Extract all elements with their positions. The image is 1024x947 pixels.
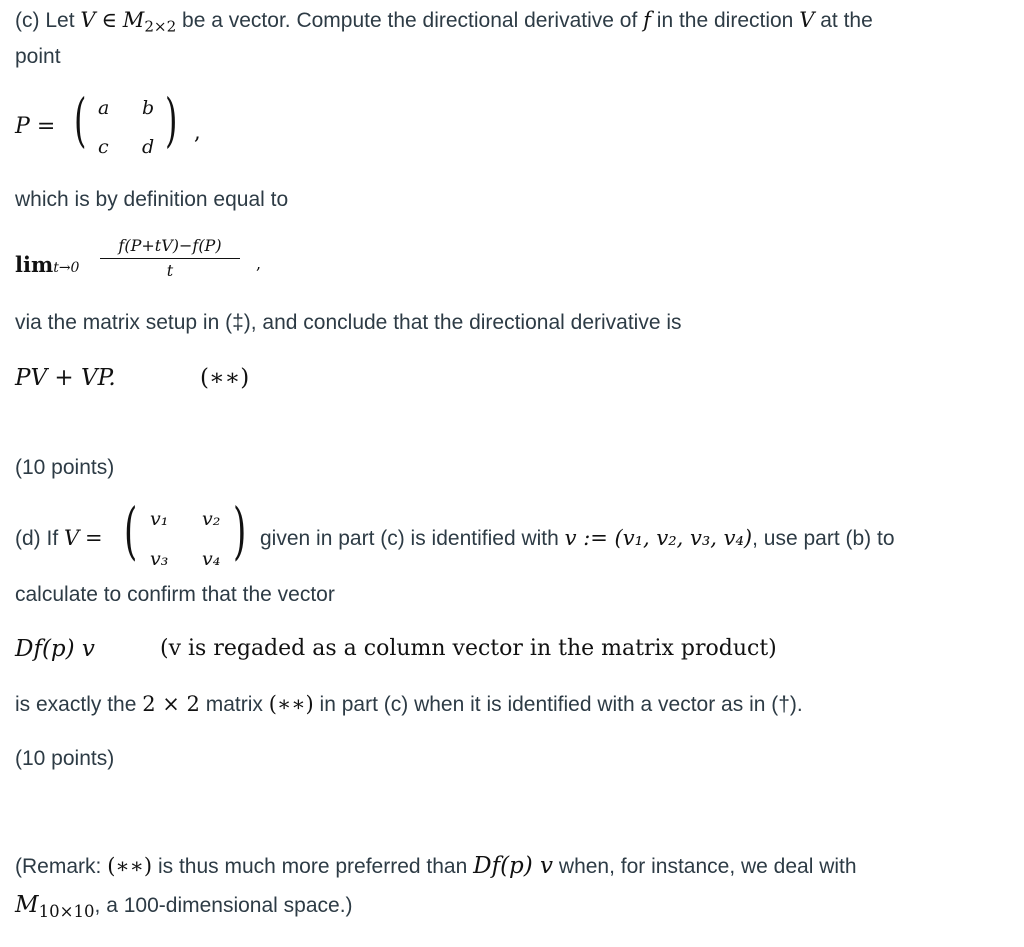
matrix-V-2: v₂ <box>202 508 221 530</box>
var-V-2: V <box>799 8 815 32</box>
point-var-text: P <box>15 114 30 139</box>
part-c-intro <box>15 8 873 36</box>
remark-line2 <box>15 892 353 921</box>
intro-text-b: in the direction <box>656 9 794 32</box>
remark-line1 <box>15 853 857 879</box>
remark-space-letter: M <box>15 892 39 918</box>
v-definition: v := (v₁, v₂, v₃, v₄) <box>564 526 753 550</box>
let-text: Let <box>45 9 75 32</box>
remark-b: is thus much more preferred than <box>157 855 468 878</box>
remark-d: , a 100-dimensional space.) <box>94 894 353 917</box>
matrix-P-a: a <box>98 97 110 119</box>
limit-denominator: t <box>166 261 174 280</box>
fraction-bar <box>100 258 240 259</box>
matrix-V-1: v₁ <box>150 508 169 530</box>
given-text: given in part (c) is identified with <box>260 527 559 550</box>
remark-space-sub: 10×10 <box>38 901 95 921</box>
limit-fraction <box>100 236 240 280</box>
remark-c: when, for instance, we deal with <box>558 855 857 878</box>
exact-b: matrix <box>205 693 263 716</box>
remark-a: (Remark: <box>15 855 102 878</box>
matrix-P-c: c <box>98 136 109 158</box>
intro-text-a: be a vector. Compute the directional derivative of <box>182 9 638 32</box>
result-expr: PV + VP. <box>15 365 116 391</box>
remark-space <box>15 892 95 921</box>
part-c-points: (10 points) <box>15 456 115 479</box>
matrix-space: $M_{2\times 2}$ <box>122 8 177 36</box>
matrix-V-4: v₄ <box>202 548 221 570</box>
df-note: (v is regaded as a column vector in the matrix product) <box>160 636 777 661</box>
limit-label: lim <box>15 252 54 277</box>
use-text: , use part (b) to <box>752 527 895 550</box>
matrix-P-d: d <box>142 136 155 158</box>
intro-line2: point <box>15 45 61 68</box>
comma-2: , <box>256 254 262 273</box>
calc-text: calculate to confirm that the vector <box>15 583 335 606</box>
via-text: via the matrix setup in (‡), and conclude that the directional derivative is <box>15 311 682 334</box>
limit-numerator: f(P+tV)−f(P) <box>118 236 222 255</box>
limit-sub: t→0 <box>53 260 80 276</box>
in-symbol: ∈ <box>101 8 117 32</box>
matrix-P-b: b <box>142 97 155 119</box>
part-d-label-text: (d) If <box>15 527 59 550</box>
part-c-label: (c) <box>15 9 40 32</box>
exact-a: is exactly the <box>15 693 137 716</box>
paren-right: ) <box>165 86 178 154</box>
df-expr: Df(p) v <box>15 636 95 662</box>
paren-right-V: ) <box>233 494 247 567</box>
comma: , <box>194 120 201 144</box>
paren-left-V: ( <box>124 494 138 567</box>
exact-tag: (∗∗) <box>268 692 314 716</box>
exact-dim: 2 × 2 <box>142 692 200 716</box>
part-d-points: (10 points) <box>15 747 115 770</box>
remark-tag: (∗∗) <box>107 854 153 878</box>
which-text: which is by definition equal to <box>15 188 289 211</box>
limit <box>15 252 79 277</box>
var-V: V <box>80 8 96 32</box>
part-d-label: (d) If V = <box>15 526 103 550</box>
part-d-given <box>260 526 895 551</box>
matrix-V-3: v₃ <box>150 548 169 570</box>
point-var: P = <box>15 114 56 139</box>
exact-c: in part (c) when it is identified with a vector as in (†). <box>319 693 803 716</box>
var-f: f <box>643 8 651 32</box>
result-tag: (∗∗) <box>200 365 250 391</box>
paren-left: ( <box>74 86 87 154</box>
exact-line <box>15 692 803 717</box>
intro-text-c: at the <box>820 9 873 32</box>
remark-df: Df(p) v <box>473 853 554 879</box>
